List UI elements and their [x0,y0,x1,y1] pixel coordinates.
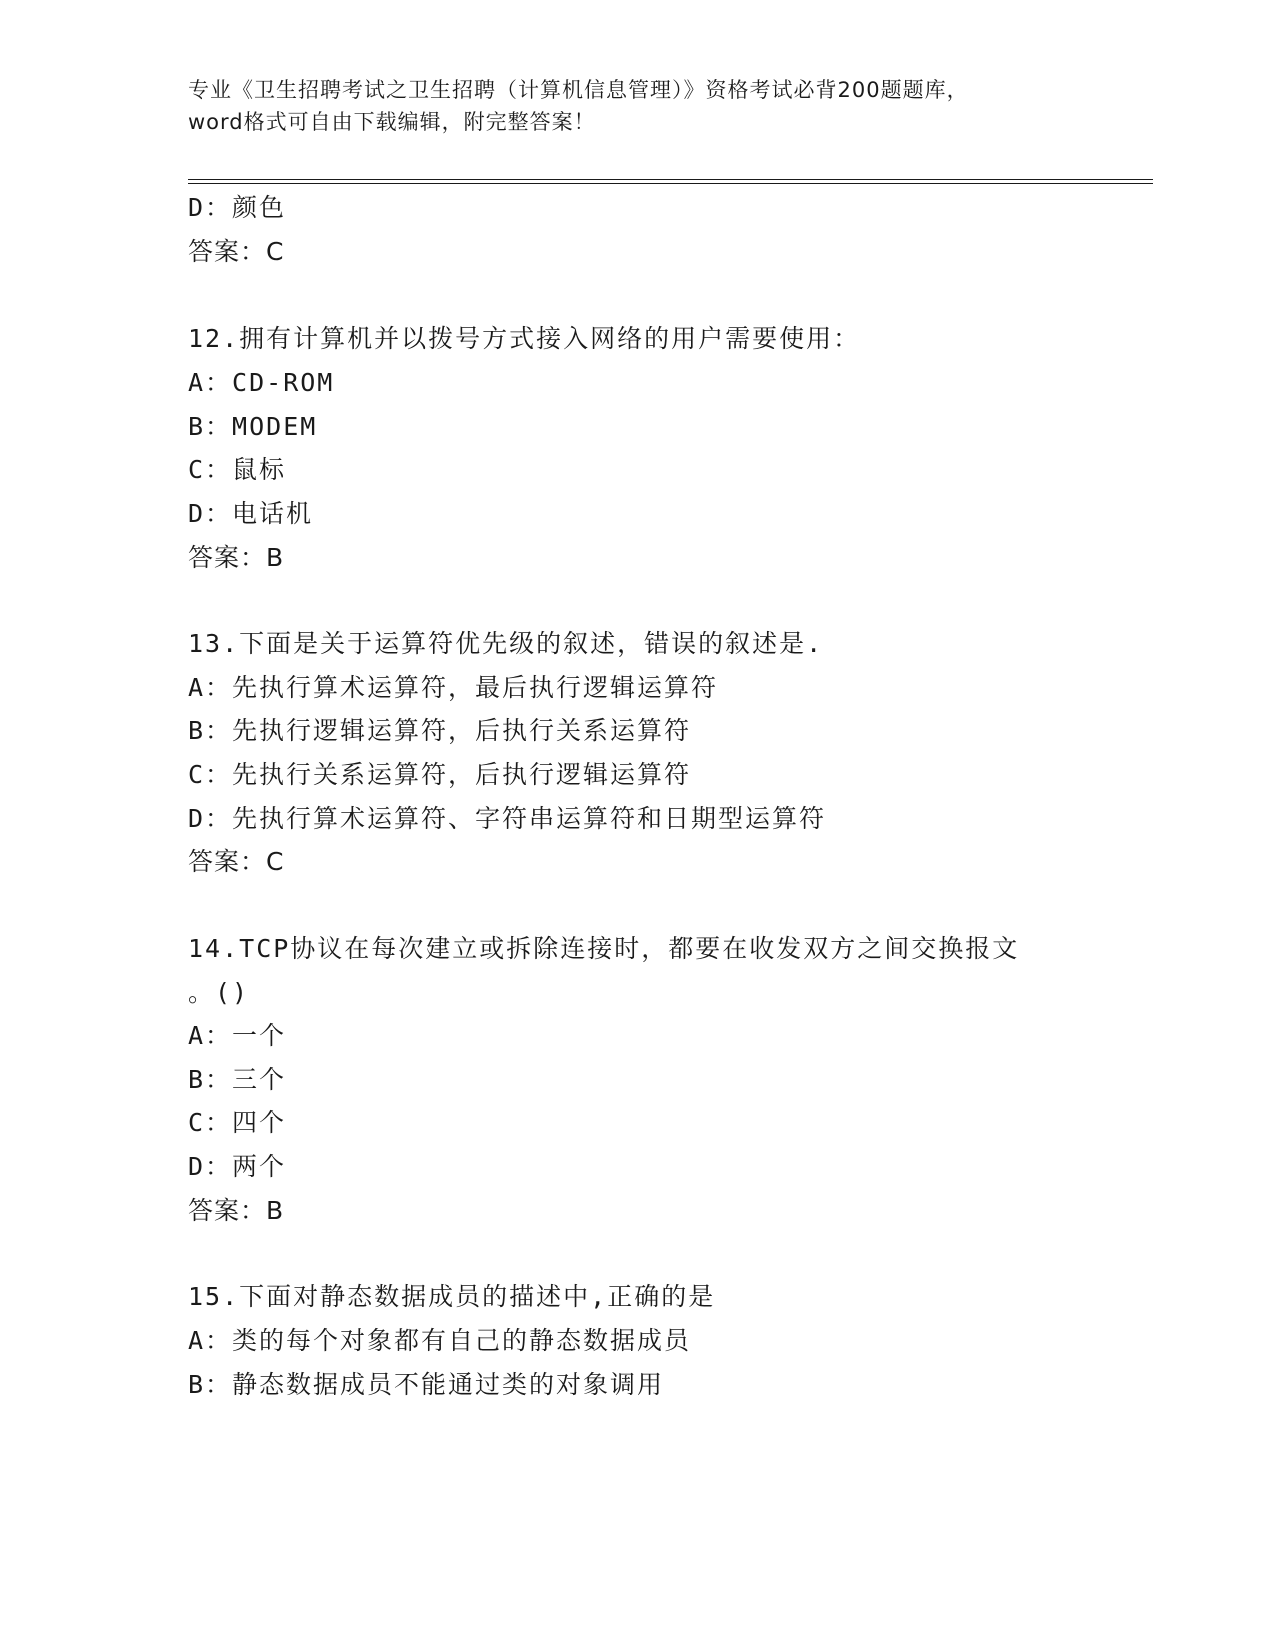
header-divider-top [188,179,1153,180]
q12-option-a: A：CD-ROM [188,368,335,397]
q13-answer: 答案：C [188,847,285,876]
q14-question-line-2: 。() [188,978,250,1007]
q11-option-d: D：颜色 [188,193,287,222]
q12-question: 12.拥有计算机并以拨号方式接入网络的用户需要使用： [188,324,861,353]
header-title-line-1: 专业《卫生招聘考试之卫生招聘（计算机信息管理）》资格考试必背200题题库， [188,78,969,102]
q15-option-a: A：类的每个对象都有自己的静态数据成员 [188,1326,692,1355]
q14-answer: 答案：B [188,1196,285,1225]
header-divider-bottom [188,183,1153,184]
q14-option-a: A：一个 [188,1021,287,1050]
q12-answer: 答案：B [188,543,285,572]
q13-option-b: B：先执行逻辑运算符，后执行关系运算符 [188,716,692,745]
q15-option-b: B：静态数据成员不能通过类的对象调用 [188,1370,665,1399]
document-header [188,74,1088,138]
q11-answer: 答案：C [188,237,285,266]
q13-option-c: C：先执行关系运算符，后执行逻辑运算符 [188,760,692,789]
q13-option-a: A：先执行算术运算符，最后执行逻辑运算符 [188,673,719,702]
header-title-line-2: word格式可自由下载编辑，附完整答案！ [188,110,596,134]
q15-question: 15.下面对静态数据成员的描述中,正确的是 [188,1282,716,1311]
q14-option-b: B：三个 [188,1065,287,1094]
q13-option-d: D：先执行算术运算符、字符串运算符和日期型运算符 [188,804,827,833]
q12-option-b: B：MODEM [188,412,318,441]
q12-option-c: C：鼠标 [188,455,287,484]
q14-option-d: D：两个 [188,1152,287,1181]
q12-option-d: D：电话机 [188,499,314,528]
q14-option-c: C：四个 [188,1108,287,1137]
q13-question: 13.下面是关于运算符优先级的叙述，错误的叙述是. [188,629,824,658]
q14-question-line-1: 14.TCP协议在每次建立或拆除连接时，都要在收发双方之间交换报文 [188,934,1020,963]
